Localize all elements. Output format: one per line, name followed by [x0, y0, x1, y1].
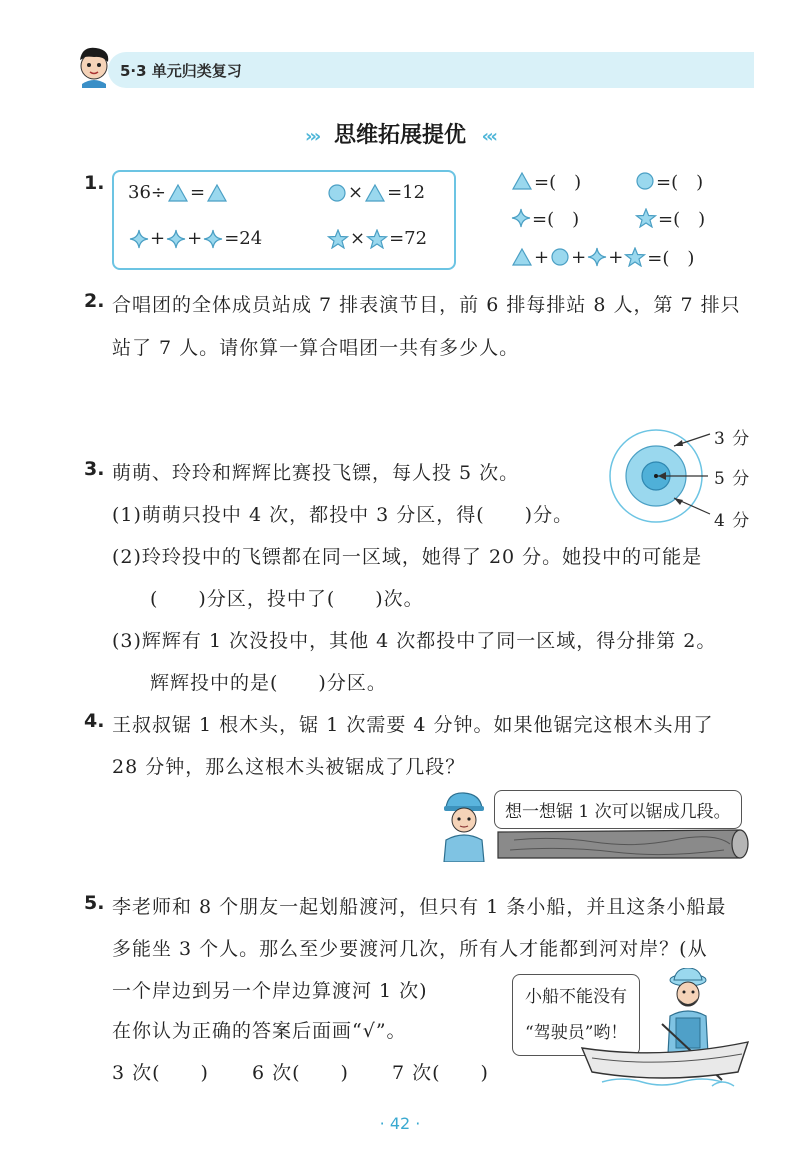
dartboard-diagram — [600, 420, 790, 532]
sparkle-icon — [166, 229, 186, 249]
q5-line3: 一个岸边到另一个岸边算渡河 1 次) — [112, 980, 428, 1002]
q1-answer-sparkle: =( ) — [510, 205, 579, 231]
sparkle-icon — [203, 229, 223, 249]
q5-option-6: 6 次( ) — [252, 1062, 349, 1084]
q5-line4: 在你认为正确的答案后面画“√”。 — [112, 1020, 407, 1042]
q5-hint-bubble: 小船不能没有 “驾驶员”哟！ — [512, 974, 640, 1056]
q4-number: 4. — [84, 710, 105, 732]
q1-answer-sum: + + + =( ) — [510, 244, 694, 270]
q5-number: 5. — [84, 892, 105, 914]
target-label-4: 4 分 — [714, 511, 751, 531]
q5-option-3: 3 次( ) — [112, 1062, 209, 1084]
boy-avatar-icon — [74, 44, 114, 88]
q4-hint-bubble: 想一想锯 1 次可以锯成几段。 — [494, 790, 742, 829]
q1-number: 1. — [84, 172, 105, 194]
q3-part2b: ( )分区，投中了( )次。 — [150, 588, 424, 610]
triangle-icon — [364, 183, 386, 203]
star-icon — [327, 229, 349, 249]
header-section-label: 5·3 单元归类复习 — [120, 62, 242, 80]
q5-line1: 李老师和 8 个朋友一起划船渡河，但只有 1 条小船，并且这条小船最 — [112, 896, 727, 918]
sparkle-icon — [587, 247, 607, 267]
q4-line1: 王叔叔锯 1 根木头，锯 1 次需要 4 分钟。如果他锯完这根木头用了 — [112, 714, 714, 736]
q1-eq3: + + =24 — [128, 228, 262, 249]
chevrons-left-icon: ‹‹‹ — [481, 126, 495, 147]
q2-line2: 站了 7 人。请你算一算合唱团一共有多少人。 — [112, 337, 520, 359]
target-label-3: 3 分 — [714, 429, 751, 449]
q1-eq4: × =72 — [326, 228, 427, 249]
q4-line2: 28 分钟，那么这根木头被锯成了几段？ — [112, 756, 466, 778]
q1-answer-triangle: =( ) — [510, 168, 581, 194]
q3-part3a: (3)辉辉有 1 次没投中，其他 4 次都投中了同一区域，得分排第 2。 — [112, 630, 717, 652]
header-bar — [108, 52, 754, 88]
star-icon — [635, 208, 657, 228]
target-label-5: 5 分 — [714, 469, 751, 489]
page-number: · 42 · — [379, 1114, 421, 1133]
star-icon — [366, 229, 388, 249]
circle-icon — [550, 247, 570, 267]
q3-intro: 萌萌、玲玲和辉辉比赛投飞镖，每人投 5 次。 — [112, 462, 520, 484]
q3-part1: (1)萌萌只投中 4 次，都投中 3 分区，得( )分。 — [112, 504, 574, 526]
q1-eq1: 36÷ = — [128, 182, 229, 203]
boatman-illustration-icon — [562, 968, 758, 1092]
chevrons-right-icon: ››› — [305, 126, 319, 147]
q1-answer-circle: =( ) — [634, 168, 703, 194]
q2-line1: 合唱团的全体成员站成 7 排表演节目，前 6 排每排站 8 人，第 7 排只 — [112, 294, 741, 316]
q1-eq2: × =12 — [326, 182, 425, 203]
q5-line2: 多能坐 3 个人。那么至少要渡河几次，所有人才能都到河对岸？(从 — [112, 938, 708, 960]
star-icon — [624, 247, 646, 267]
triangle-icon — [206, 183, 228, 203]
q3-part2a: (2)玲玲投中的飞镖都在同一区域，她得了 20 分。她投中的可能是 — [112, 546, 703, 568]
circle-icon — [635, 171, 655, 191]
q1-answer-star: =( ) — [634, 205, 705, 231]
q3-part3b: 辉辉投中的是( )分区。 — [150, 672, 387, 694]
sparkle-icon — [511, 208, 531, 228]
q3-number: 3. — [84, 458, 105, 480]
q2-number: 2. — [84, 290, 105, 312]
section-title: ››› 思维拓展提优 ‹‹‹ — [305, 123, 495, 148]
sparkle-icon — [129, 229, 149, 249]
worker-illustration-icon — [438, 790, 490, 862]
q5-option-7: 7 次( ) — [392, 1062, 489, 1084]
circle-icon — [327, 183, 347, 203]
triangle-icon — [167, 183, 189, 203]
triangle-icon — [511, 171, 533, 191]
wooden-log-icon — [494, 826, 754, 862]
triangle-icon — [511, 247, 533, 267]
